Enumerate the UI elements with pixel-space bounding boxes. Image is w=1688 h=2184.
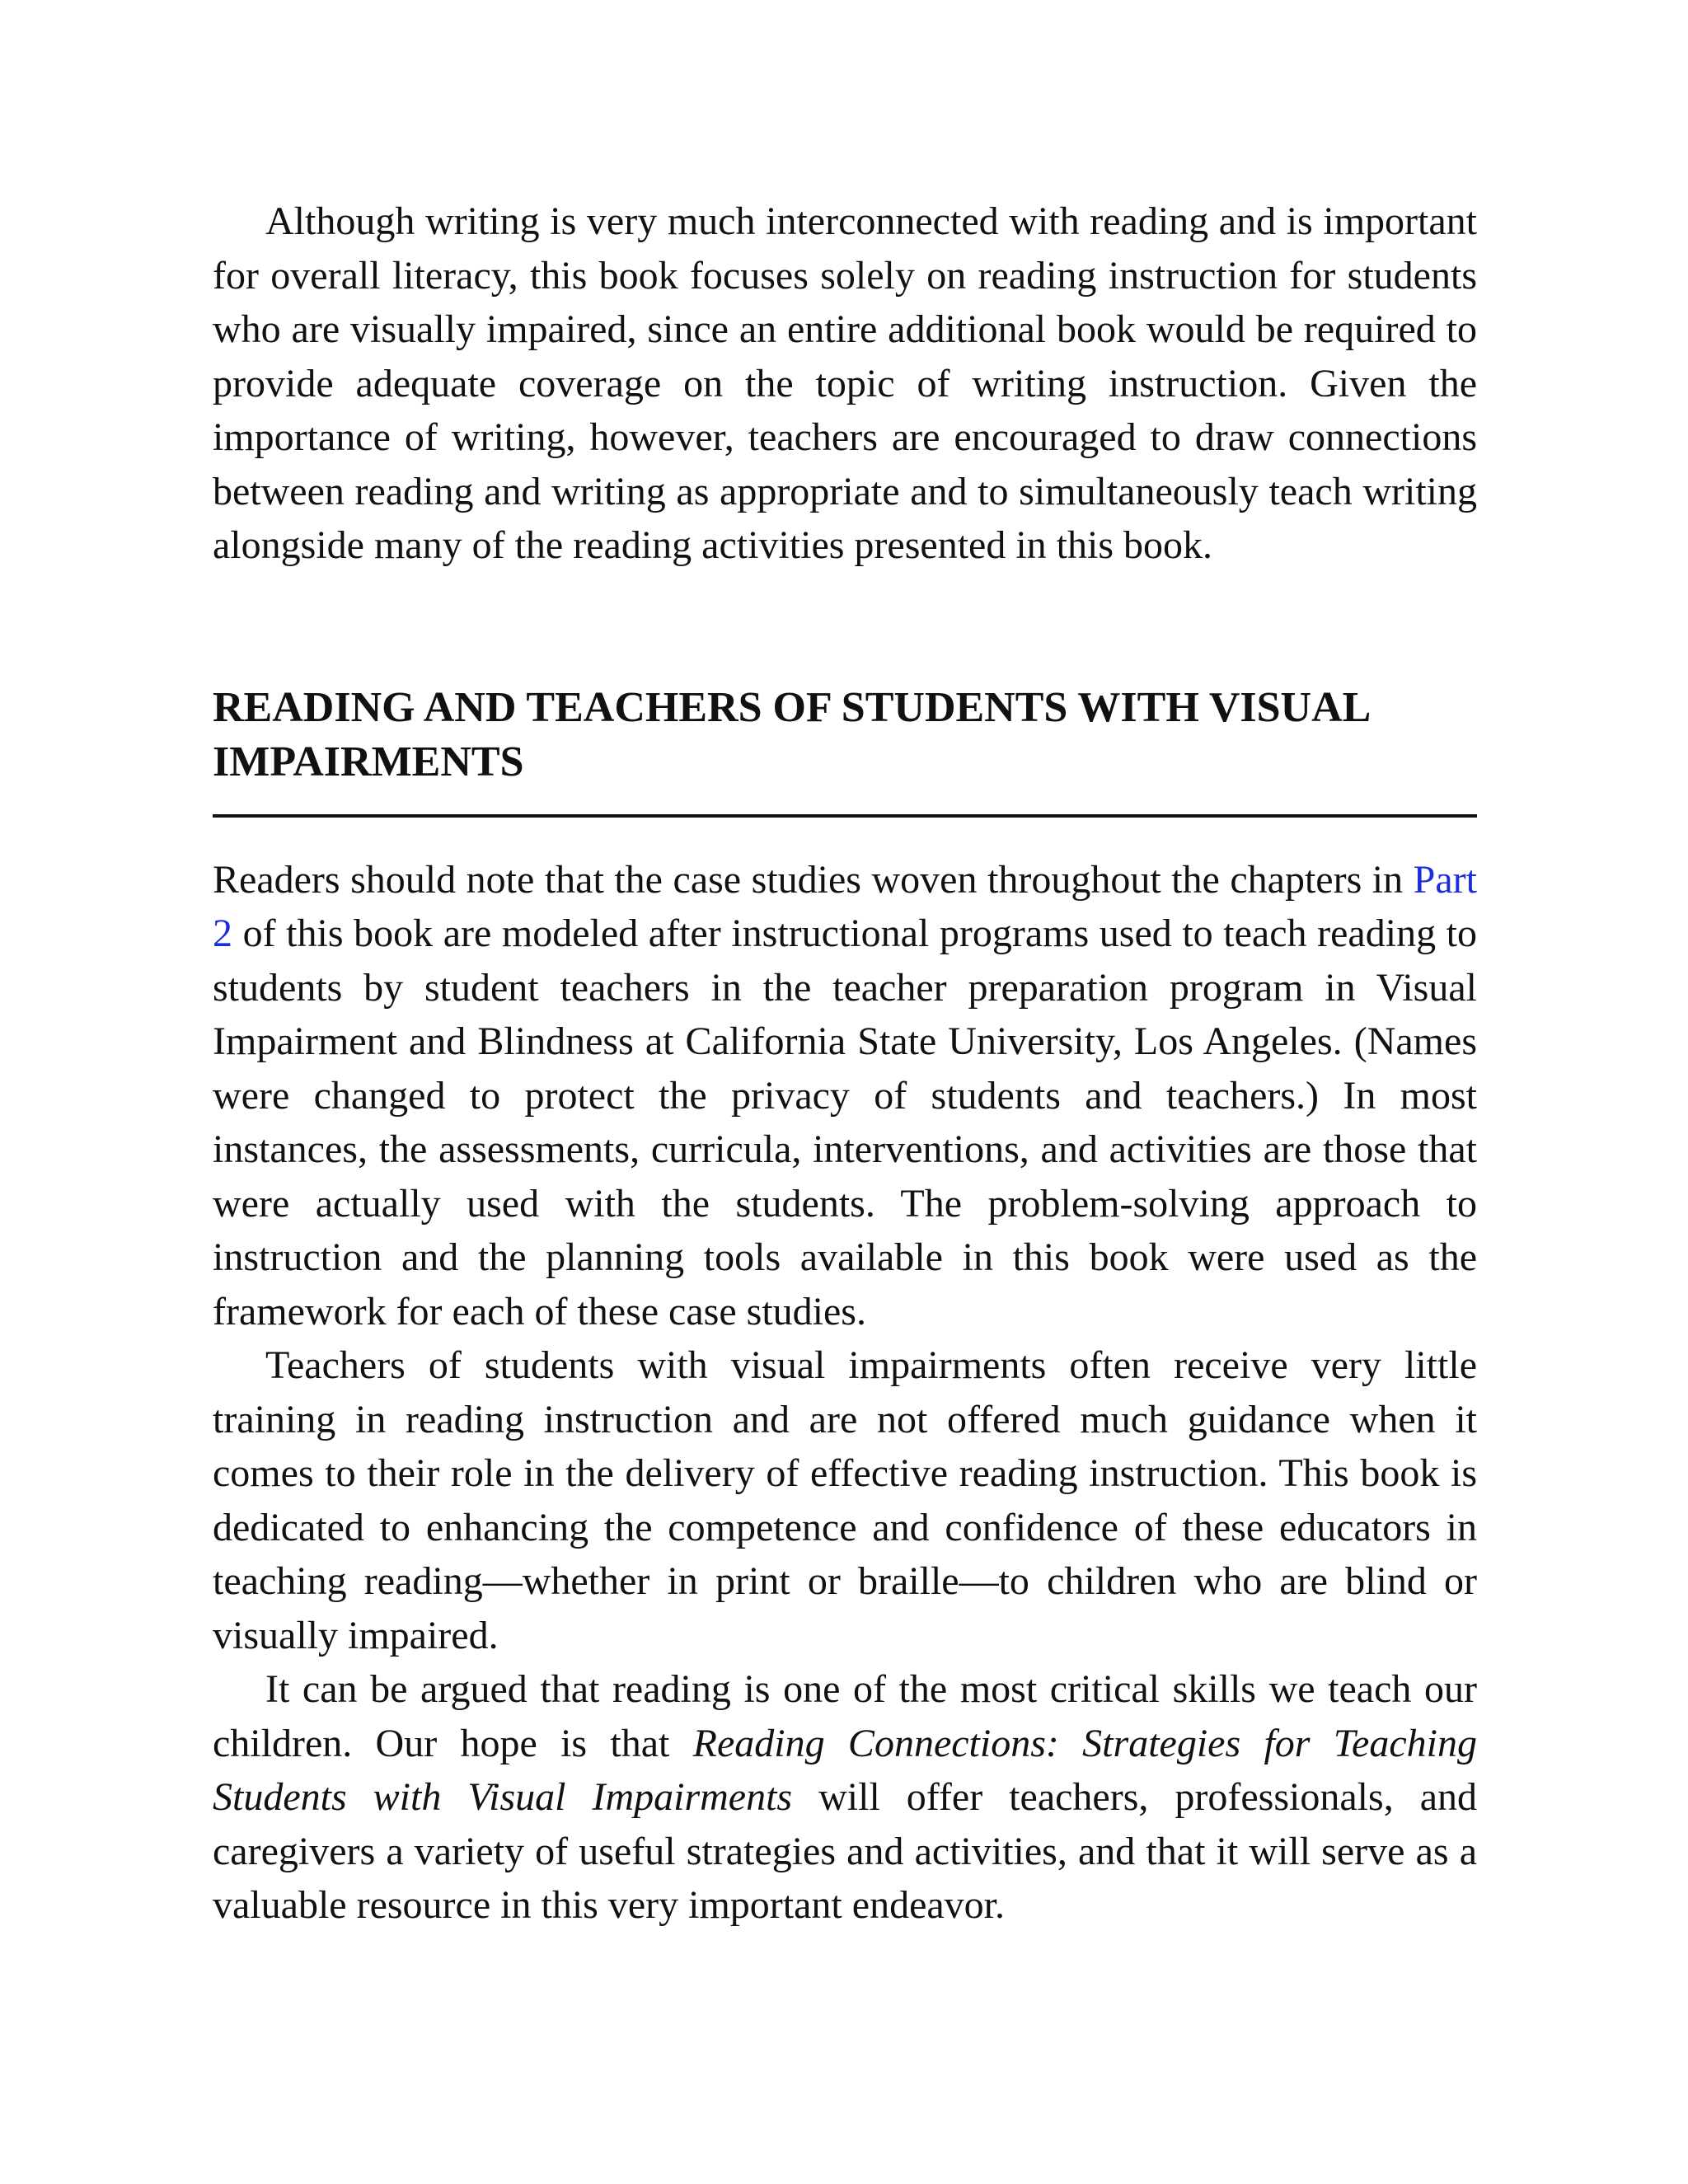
section-heading: READING AND TEACHERS OF STUDENTS WITH VISUAL IMPAIRMENTS	[213, 681, 1477, 818]
closing-text-after: will offer teachers, professionals, and caregivers a variety of useful strategies and activities, and that it will serve as a valuable resource in this very important endeavor.	[213, 1775, 1477, 1927]
closing-text-before: It can be argued that reading is one of the most critical skills we teach our children. Our hope is that	[213, 1667, 1477, 1765]
case-studies-text-before: Readers should note that the case studies woven throughout the chapters in	[213, 857, 1414, 902]
page-body	[213, 194, 1477, 1933]
teachers-paragraph: Teachers of students with visual impairments often receive very little training in reading instruction and are not offered much guidance when it comes to their role in the delivery of effective reading instruction. This book is dedicated to enhancing the competence and confidence of these educators in teaching reading—whether in print or braille—to children who are blind or visually impaired.	[213, 1343, 1477, 1657]
case-studies-text-after: of this book are modeled after instructional programs used to teach reading to students by student teachers in the teacher preparation program in Visual Impairment and Blindness at California State University, Los Angeles. (Names were changed to protect the privacy of students and teachers.) In most instances, the assessments, curricula, interventions, and activities are those that were actually used with the students. The problem-solving approach to instruction and the planning tools available in this book were used as the framework for each of these case studies.	[213, 912, 1477, 1333]
intro-paragraph: Although writing is very much interconnected with reading and is important for overall literacy, this book focuses solely on reading instruction for students who are visually impaired, since an entire additional book would be required to provide adequate coverage on the topic of writing instruction. Given the importance of writing, however, teachers are encouraged to draw connections between reading and writing as appropriate and to simultaneously teach writing alongside many of the reading activities presented in this book.	[213, 199, 1477, 567]
part-2-link[interactable]: Part 2	[213, 857, 1477, 955]
book-title: Reading Connections: Strategies for Teaching Students with Visual Impairments	[213, 1721, 1477, 1819]
case-studies-paragraph	[213, 853, 1477, 1339]
closing-paragraph	[213, 1662, 1477, 1933]
